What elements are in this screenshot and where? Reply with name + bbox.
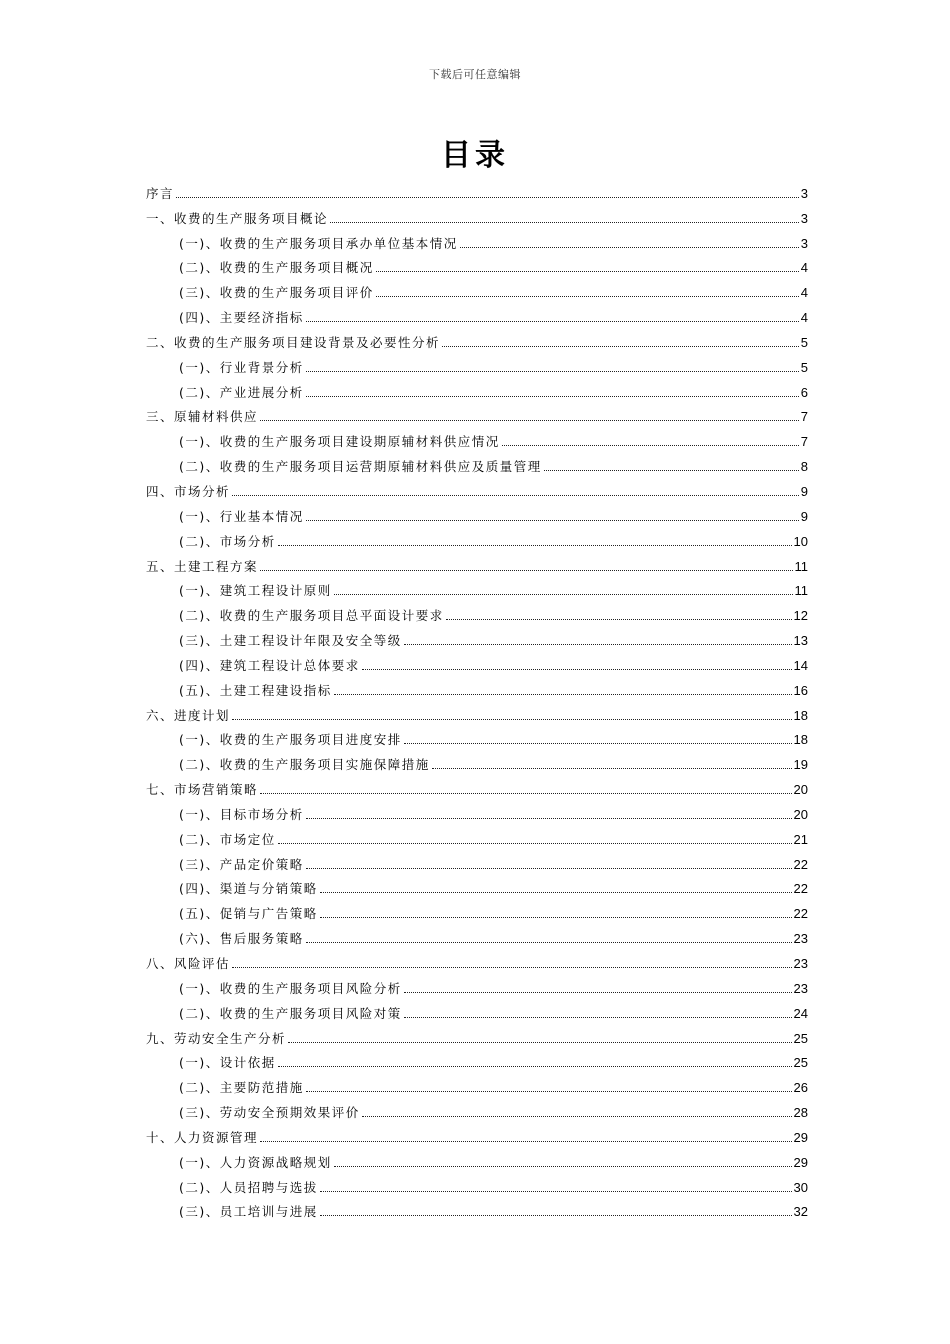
- toc-entry-title: 二、收费的生产服务项目建设背景及必要性分析: [146, 334, 441, 350]
- toc-entry[interactable]: [146, 575, 808, 600]
- toc-entry-page-number: 7: [800, 409, 808, 425]
- toc-entry[interactable]: [146, 748, 808, 773]
- toc-entry-page-number: 13: [793, 633, 808, 649]
- toc-entry-title: (五)、土建工程建设指标: [179, 682, 332, 698]
- dot-leader: [232, 718, 792, 720]
- toc-entry-title: (五)、促销与广告策略: [179, 906, 318, 922]
- toc-entry[interactable]: [146, 525, 808, 550]
- dot-leader: [278, 1065, 792, 1067]
- dot-leader: [334, 1165, 792, 1167]
- toc-entry-title: (三)、员工培训与进展: [179, 1204, 318, 1220]
- toc-entry-title: 一、收费的生产服务项目概论: [146, 210, 329, 226]
- toc-entry-page-number: 22: [793, 906, 808, 922]
- toc-entry-page-number: 5: [800, 359, 808, 375]
- toc-entry[interactable]: [146, 276, 808, 301]
- toc-entry-title: (一)、收费的生产服务项目风险分析: [179, 980, 402, 996]
- toc-entry-page-number: 3: [800, 185, 808, 201]
- dot-leader: [278, 544, 792, 546]
- dot-leader: [306, 370, 799, 372]
- dot-leader: [306, 867, 792, 869]
- toc-entry-page-number: 22: [793, 881, 808, 897]
- toc-entry[interactable]: [146, 897, 808, 922]
- toc-entry-page-number: 3: [800, 235, 808, 251]
- toc-entry-title: (三)、土建工程设计年限及安全等级: [179, 633, 402, 649]
- dot-leader: [260, 792, 792, 794]
- toc-entry-page-number: 18: [793, 707, 808, 723]
- dot-leader: [320, 891, 792, 893]
- toc-entry-title: (二)、收费的生产服务项目概况: [179, 260, 374, 276]
- toc-entry-title: (二)、产业进展分析: [179, 384, 304, 400]
- toc-entry[interactable]: [146, 1196, 808, 1221]
- toc-entry[interactable]: [146, 624, 808, 649]
- toc-entry-title: 八、风险评估: [146, 956, 231, 971]
- dot-leader: [306, 1090, 792, 1092]
- dot-leader: [334, 593, 793, 595]
- toc-entry[interactable]: [146, 798, 808, 823]
- toc-entry-title: (一)、收费的生产服务项目进度安排: [179, 732, 402, 748]
- toc-entry[interactable]: [146, 425, 808, 450]
- toc-entry-title: 四、市场分析: [146, 483, 231, 499]
- toc-entry-page-number: 14: [793, 657, 808, 673]
- toc-entry[interactable]: [146, 450, 808, 475]
- dot-leader: [334, 693, 792, 695]
- toc-entry-title: (三)、产品定价策略: [179, 856, 304, 872]
- toc-entry[interactable]: [146, 202, 808, 227]
- toc-entry-page-number: 23: [793, 931, 808, 947]
- dot-leader: [432, 767, 792, 769]
- dot-leader: [362, 1115, 792, 1117]
- toc-entry-page-number: 20: [793, 782, 808, 798]
- dot-leader: [330, 221, 799, 223]
- toc-entry-page-number: 4: [800, 310, 808, 326]
- toc-entry-page-number: 8: [800, 459, 808, 475]
- toc-entry-title: (二)、收费的生产服务项目实施保障措施: [179, 757, 430, 773]
- toc-entry-title: (一)、人力资源战略规划: [179, 1154, 332, 1170]
- toc-entry[interactable]: [146, 599, 808, 624]
- dot-leader: [544, 469, 799, 471]
- toc-entry-title: (一)、建筑工程设计原则: [179, 583, 332, 599]
- toc-entry-page-number: 12: [793, 608, 808, 624]
- toc-entry-title: (一)、收费的生产服务项目承办单位基本情况: [179, 235, 458, 251]
- toc-entry[interactable]: [146, 1121, 808, 1146]
- toc-entry-page-number: 25: [793, 1055, 808, 1071]
- toc-entry-title: 七、市场营销策略: [146, 782, 259, 798]
- toc-entry-title: 五、土建工程方案: [146, 558, 259, 574]
- dot-leader: [306, 320, 799, 322]
- toc-entry-page-number: 23: [793, 980, 808, 996]
- toc-entry-page-number: 32: [793, 1204, 808, 1220]
- dot-leader: [460, 246, 799, 248]
- toc-entry-page-number: 3: [800, 210, 808, 226]
- dot-leader: [376, 270, 799, 272]
- toc-entry[interactable]: [146, 227, 808, 252]
- dot-leader: [404, 643, 792, 645]
- dot-leader: [232, 494, 799, 496]
- toc-entry[interactable]: [146, 1047, 808, 1072]
- toc-entry[interactable]: [146, 773, 808, 798]
- toc-entry-page-number: 29: [793, 1129, 808, 1145]
- toc-entry[interactable]: [146, 699, 808, 724]
- dot-leader: [306, 941, 792, 943]
- toc-entry-page-number: 5: [800, 334, 808, 350]
- toc-entry-title: (一)、设计依据: [179, 1055, 276, 1071]
- toc-entry[interactable]: [146, 922, 808, 947]
- toc-entry-page-number: 4: [800, 260, 808, 276]
- toc-entry-title: (六)、售后服务策略: [179, 931, 304, 947]
- toc-entry[interactable]: [146, 724, 808, 749]
- dot-leader: [176, 196, 799, 198]
- toc-entry-title: (一)、目标市场分析: [179, 806, 304, 822]
- toc-entry[interactable]: [146, 823, 808, 848]
- dot-leader: [362, 668, 792, 670]
- toc-entry[interactable]: [146, 972, 808, 997]
- toc-entry-page-number: 30: [793, 1179, 808, 1195]
- dot-leader: [404, 742, 792, 744]
- dot-leader: [278, 842, 792, 844]
- dot-leader: [320, 916, 792, 918]
- dot-leader: [306, 395, 799, 397]
- toc-entry-page-number: 10: [793, 533, 808, 549]
- toc-entry-page-number: 16: [793, 682, 808, 698]
- dot-leader: [260, 1140, 792, 1142]
- dot-leader: [446, 618, 792, 620]
- dot-leader: [320, 1190, 792, 1192]
- dot-leader: [232, 966, 792, 968]
- toc-entry[interactable]: [146, 252, 808, 277]
- toc-entry[interactable]: [146, 351, 808, 376]
- toc-entry-title: (一)、行业基本情况: [179, 508, 304, 524]
- toc-entry[interactable]: [146, 947, 808, 972]
- toc-entry-title: (二)、主要防范措施: [179, 1080, 304, 1096]
- toc-entry-title: (一)、收费的生产服务项目建设期原辅材料供应情况: [179, 434, 500, 450]
- toc-entry-page-number: 4: [800, 285, 808, 301]
- toc-entry-page-number: 25: [793, 1030, 808, 1046]
- dot-leader: [320, 1214, 792, 1216]
- toc-entry[interactable]: [146, 1146, 808, 1171]
- dot-leader: [260, 569, 792, 571]
- dot-leader: [404, 1016, 792, 1018]
- dot-leader: [288, 1041, 792, 1043]
- toc-entry-title: (四)、主要经济指标: [179, 310, 304, 326]
- toc-entry-page-number: 9: [800, 483, 808, 499]
- toc-entry[interactable]: [146, 550, 808, 575]
- toc-entry[interactable]: [146, 873, 808, 898]
- toc-entry-title: (二)、收费的生产服务项目运营期原辅材料供应及质量管理: [179, 459, 542, 475]
- toc-entry-title: 六、进度计划: [146, 707, 231, 723]
- toc-entry-title: (一)、行业背景分析: [179, 359, 304, 375]
- header-note: 下载后可任意编辑: [429, 68, 521, 81]
- dot-leader: [306, 817, 792, 819]
- table-of-contents: [146, 177, 808, 1220]
- toc-entry-title: (二)、收费的生产服务项目风险对策: [179, 1005, 402, 1021]
- toc-entry[interactable]: [146, 475, 808, 500]
- toc-entry[interactable]: [146, 649, 808, 674]
- toc-entry-page-number: 20: [793, 806, 808, 822]
- toc-entry-page-number: 23: [793, 956, 808, 971]
- toc-entry-page-number: 26: [793, 1080, 808, 1096]
- toc-entry-page-number: 18: [793, 732, 808, 748]
- toc-entry[interactable]: [146, 301, 808, 326]
- toc-entry-title: (三)、劳动安全预期效果评价: [179, 1105, 360, 1121]
- toc-entry-page-number: 28: [793, 1105, 808, 1121]
- toc-entry-title: 三、原辅材料供应: [146, 409, 259, 425]
- dot-leader: [306, 519, 799, 521]
- dot-leader: [502, 444, 799, 446]
- toc-entry[interactable]: [146, 401, 808, 426]
- toc-entry-title: (二)、市场定位: [179, 831, 276, 847]
- dot-leader: [376, 295, 799, 297]
- toc-entry[interactable]: [146, 1171, 808, 1196]
- dot-leader: [260, 419, 799, 421]
- toc-entry-page-number: 7: [800, 434, 808, 450]
- toc-entry-page-number: 29: [793, 1154, 808, 1170]
- toc-entry[interactable]: [146, 997, 808, 1022]
- toc-entry-title: (三)、收费的生产服务项目评价: [179, 285, 374, 301]
- toc-entry-page-number: 6: [800, 384, 808, 400]
- toc-entry-page-number: 21: [793, 831, 808, 847]
- dot-leader: [404, 991, 792, 993]
- toc-entry-title: (二)、收费的生产服务项目总平面设计要求: [179, 608, 444, 624]
- toc-entry[interactable]: [146, 1071, 808, 1096]
- toc-entry[interactable]: [146, 1022, 808, 1047]
- toc-entry-title: (二)、市场分析: [179, 533, 276, 549]
- toc-entry-title: 九、劳动安全生产分析: [146, 1030, 287, 1046]
- toc-entry[interactable]: [146, 500, 808, 525]
- toc-entry-page-number: 11: [794, 583, 808, 599]
- toc-entry[interactable]: [146, 674, 808, 699]
- toc-entry-page-number: 11: [794, 558, 808, 574]
- toc-entry-page-number: 9: [800, 508, 808, 524]
- toc-entry-title: 十、人力资源管理: [146, 1129, 259, 1145]
- page-title: 目录: [441, 138, 509, 173]
- toc-entry[interactable]: [146, 1096, 808, 1121]
- toc-entry-page-number: 22: [793, 856, 808, 872]
- toc-entry-title: (四)、建筑工程设计总体要求: [179, 657, 360, 673]
- toc-entry-title: (二)、人员招聘与选拔: [179, 1179, 318, 1195]
- toc-entry[interactable]: [146, 376, 808, 401]
- dot-leader: [442, 345, 799, 347]
- toc-entry-title: (四)、渠道与分销策略: [179, 881, 318, 897]
- toc-entry-page-number: 24: [793, 1005, 808, 1021]
- toc-entry-title: 序言: [146, 185, 175, 201]
- toc-entry[interactable]: [146, 848, 808, 873]
- toc-entry-page-number: 19: [793, 757, 808, 773]
- toc-entry[interactable]: [146, 326, 808, 351]
- toc-entry[interactable]: [146, 177, 808, 202]
